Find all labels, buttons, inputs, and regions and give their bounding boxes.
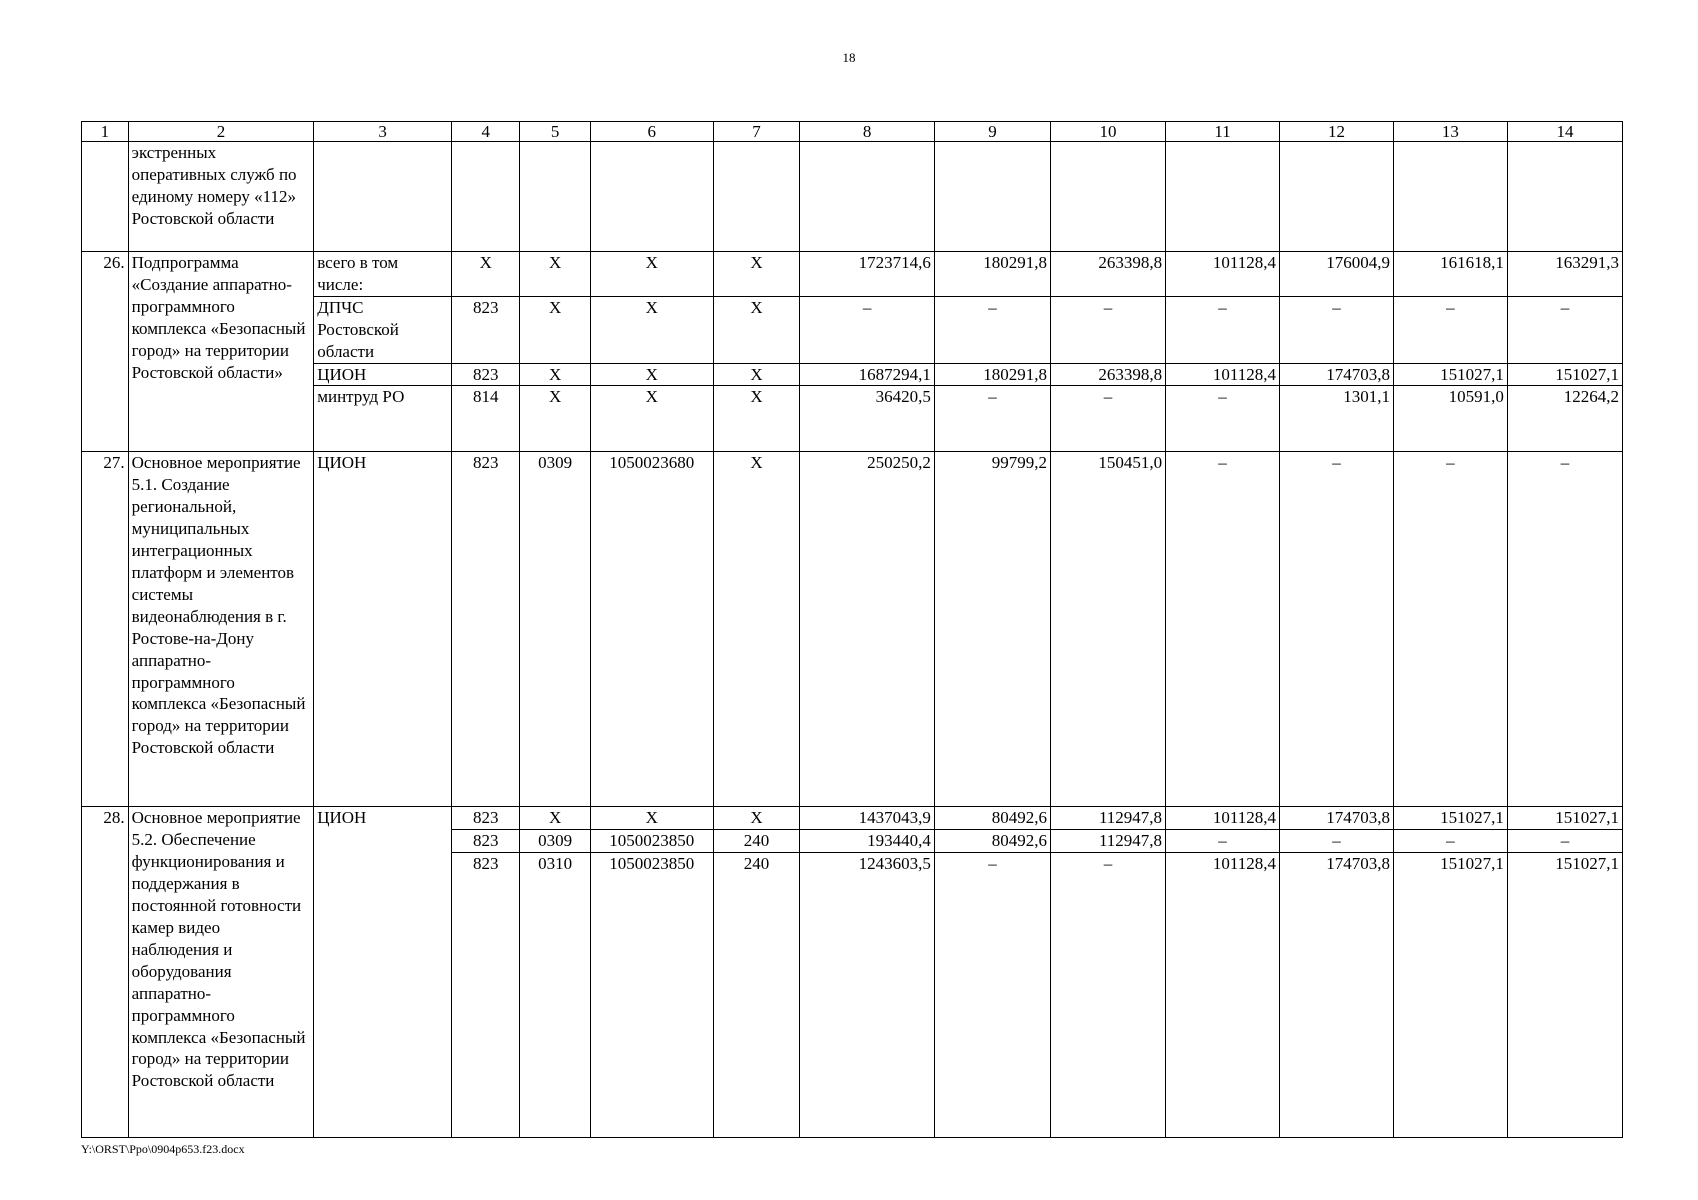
footer-file-path: Y:\ORST\Ppo\0904p653.f23.docx xyxy=(81,1142,245,1156)
cell-rzpr: Х xyxy=(520,252,591,297)
cell-csr: Х xyxy=(590,296,713,363)
cell-executor: всего в том числе: xyxy=(314,252,452,297)
cell-value: – xyxy=(934,853,1050,1138)
cell-value: – xyxy=(1166,386,1280,452)
cell-grbs: 823 xyxy=(452,452,520,807)
page-number: 18 xyxy=(842,50,856,65)
cell-number: 28. xyxy=(82,807,129,1138)
cell-name: Основное мероприятие 5.2. Обеспечение функционирования и поддержания в постоянной готовности камер видео наблюдения и оборудования аппаратно-программного комплекса «Безопасный город» на территории Ростовской области xyxy=(128,807,314,1138)
cell-value: 151027,1 xyxy=(1393,363,1507,386)
cell-value: – xyxy=(934,296,1050,363)
cell-value: 1301,1 xyxy=(1280,386,1394,452)
table-row-28 xyxy=(82,807,1623,830)
cell-value: 263398,8 xyxy=(1051,252,1166,297)
cell-vr: Х xyxy=(713,296,800,363)
cell-rzpr: Х xyxy=(520,807,591,830)
cell-vr: 240 xyxy=(713,853,800,1138)
cell-value: 176004,9 xyxy=(1280,252,1394,297)
budget-table xyxy=(81,121,1623,1138)
cell-value: 180291,8 xyxy=(934,363,1050,386)
cell-value: – xyxy=(1051,853,1166,1138)
cell-value: – xyxy=(1393,830,1507,853)
cell-grbs: 823 xyxy=(452,830,520,853)
col-header: 2 xyxy=(128,122,314,142)
cell-grbs: 823 xyxy=(452,363,520,386)
cell-rzpr: 0309 xyxy=(520,830,591,853)
cell-value: 150451,0 xyxy=(1051,452,1166,807)
cell-value: 151027,1 xyxy=(1393,853,1507,1138)
col-header: 4 xyxy=(452,122,520,142)
cell-csr: 1050023850 xyxy=(590,830,713,853)
col-header: 3 xyxy=(314,122,452,142)
cell-value: 80492,6 xyxy=(934,830,1050,853)
cell-value: 151027,1 xyxy=(1507,853,1622,1138)
cell-value: – xyxy=(1507,296,1622,363)
cell-value: 12264,2 xyxy=(1507,386,1622,452)
cell-value: 174703,8 xyxy=(1280,853,1394,1138)
cell-grbs: 823 xyxy=(452,853,520,1138)
cell-value: 1687294,1 xyxy=(800,363,935,386)
col-header: 10 xyxy=(1051,122,1166,142)
cell-vr: Х xyxy=(713,807,800,830)
cell-value: 250250,2 xyxy=(800,452,935,807)
header-row xyxy=(82,122,1623,142)
cell-value: 10591,0 xyxy=(1393,386,1507,452)
cell-executor: минтруд РО xyxy=(314,386,452,452)
cell-value: 263398,8 xyxy=(1051,363,1166,386)
col-header: 7 xyxy=(713,122,800,142)
cell-executor: ЦИОН xyxy=(314,363,452,386)
col-header: 11 xyxy=(1166,122,1280,142)
cell-csr: Х xyxy=(590,363,713,386)
cell-value: 161618,1 xyxy=(1393,252,1507,297)
cell-value: 101128,4 xyxy=(1166,252,1280,297)
cell-vr: Х xyxy=(713,363,800,386)
cell-vr: Х xyxy=(713,386,800,452)
cell-value: 112947,8 xyxy=(1051,807,1166,830)
cell-executor: ЦИОН xyxy=(314,452,452,807)
cell-value: 101128,4 xyxy=(1166,363,1280,386)
table-row-26 xyxy=(82,252,1623,297)
col-header: 5 xyxy=(520,122,591,142)
cell-name: Основное мероприятие 5.1. Создание региональной, муниципальных интеграционных платформ и элементов системы видеонаблюдения в г. Ростове-на-Дону аппаратно-программного комплекса «Безопасный город» на территории Ростовской области xyxy=(128,452,314,807)
cell-csr: Х xyxy=(590,386,713,452)
cell-value: 193440,4 xyxy=(800,830,935,853)
cell-value: – xyxy=(1393,296,1507,363)
cell-value: – xyxy=(1393,452,1507,807)
cell-value: 151027,1 xyxy=(1507,363,1622,386)
cell-value: 99799,2 xyxy=(934,452,1050,807)
cell-grbs: 823 xyxy=(452,296,520,363)
cell-value: – xyxy=(934,386,1050,452)
cell-value: 1723714,6 xyxy=(800,252,935,297)
cell-value: 101128,4 xyxy=(1166,807,1280,830)
cell-number: 27. xyxy=(82,452,129,807)
cell-grbs: 823 xyxy=(452,807,520,830)
table-row-27 xyxy=(82,452,1623,807)
cell-value: – xyxy=(800,296,935,363)
cell-vr: 240 xyxy=(713,830,800,853)
table-row-continuation xyxy=(82,142,1623,252)
cell-vr: Х xyxy=(713,452,800,807)
cell-name: Подпрограмма «Создание аппаратно-программного комплекса «Безопасный город» на территории Ростовской области» xyxy=(128,252,314,452)
cell-value: – xyxy=(1280,296,1394,363)
col-header: 1 xyxy=(82,122,129,142)
cell-executor: ЦИОН xyxy=(314,807,452,1138)
cell-csr: 1050023850 xyxy=(590,853,713,1138)
cell-value: 174703,8 xyxy=(1280,807,1394,830)
col-header: 8 xyxy=(800,122,935,142)
col-header: 13 xyxy=(1393,122,1507,142)
cell-number: 26. xyxy=(82,252,129,452)
cell-value: 174703,8 xyxy=(1280,363,1394,386)
cell-value: 101128,4 xyxy=(1166,853,1280,1138)
cell-csr: 1050023680 xyxy=(590,452,713,807)
cell-rzpr: Х xyxy=(520,386,591,452)
cell-rzpr: 0309 xyxy=(520,452,591,807)
col-header: 6 xyxy=(590,122,713,142)
cell-value: – xyxy=(1280,452,1394,807)
cell-value: – xyxy=(1280,830,1394,853)
cell-value: – xyxy=(1051,296,1166,363)
cell-value: – xyxy=(1166,830,1280,853)
cell-value: 80492,6 xyxy=(934,807,1050,830)
cell-value: 180291,8 xyxy=(934,252,1050,297)
cell-value: 1243603,5 xyxy=(800,853,935,1138)
cell-value: 1437043,9 xyxy=(800,807,935,830)
cell-rzpr: Х xyxy=(520,296,591,363)
cell-vr: Х xyxy=(713,252,800,297)
cell-rzpr: Х xyxy=(520,363,591,386)
cell-rzpr: 0310 xyxy=(520,853,591,1138)
cell-value: 151027,1 xyxy=(1507,807,1622,830)
cell-value: 151027,1 xyxy=(1393,807,1507,830)
cell-value: – xyxy=(1507,452,1622,807)
col-header: 14 xyxy=(1507,122,1622,142)
cell-csr: Х xyxy=(590,252,713,297)
cell-csr: Х xyxy=(590,807,713,830)
cell-value: – xyxy=(1507,830,1622,853)
col-header: 9 xyxy=(934,122,1050,142)
cell-grbs: 814 xyxy=(452,386,520,452)
cell-value: 163291,3 xyxy=(1507,252,1622,297)
cell-grbs: Х xyxy=(452,252,520,297)
cell-executor: ДПЧС Ростовской области xyxy=(314,296,452,363)
cell-value: 112947,8 xyxy=(1051,830,1166,853)
cell-value: – xyxy=(1051,386,1166,452)
cell-name: экстренных оперативных служб по единому номеру «112» Ростовской области xyxy=(128,142,314,252)
cell-value: 36420,5 xyxy=(800,386,935,452)
cell-value: – xyxy=(1166,296,1280,363)
col-header: 12 xyxy=(1280,122,1394,142)
cell-value: – xyxy=(1166,452,1280,807)
